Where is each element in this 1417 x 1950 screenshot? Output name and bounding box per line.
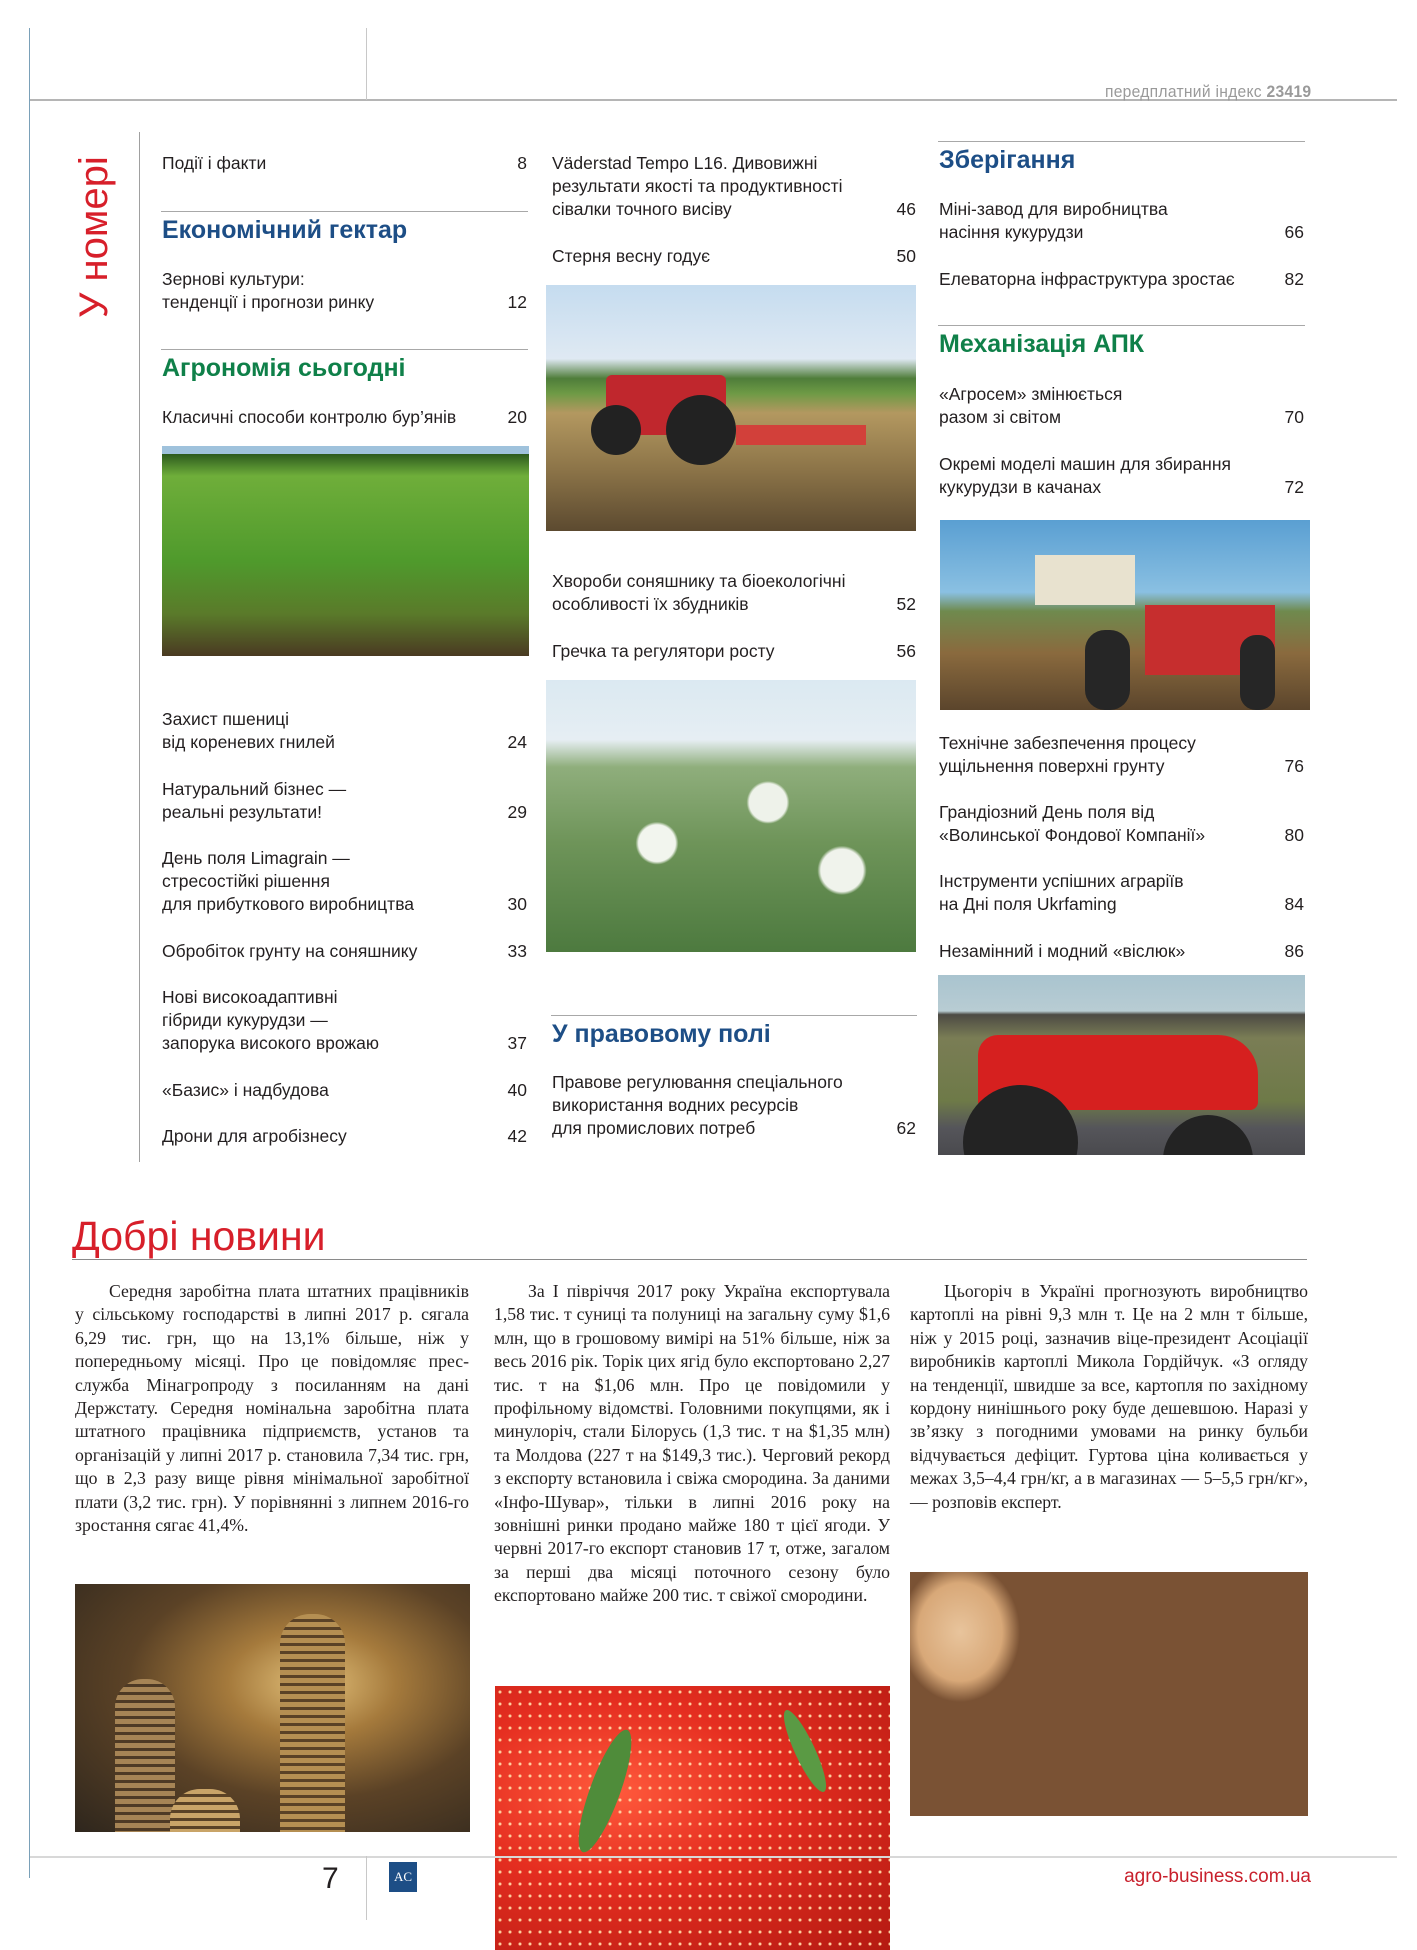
coin-stack: [170, 1789, 240, 1832]
website-link[interactable]: agro-business.com.ua: [1124, 1866, 1311, 1887]
toc-item[interactable]: Хвороби соняшнику та біоекологічні особливості їх збудників 52: [552, 571, 916, 614]
section-title-storage: Зберігання: [939, 146, 1076, 174]
section-divider: [161, 211, 528, 212]
strawberry-leaf: [777, 1706, 833, 1796]
footer-rule: [30, 1856, 1397, 1858]
toc-item[interactable]: «Базис» і надбудова 40: [162, 1080, 527, 1100]
toc-item[interactable]: Правове регулювання спеціального використання водних ресурсів для промислових потреб 62: [552, 1072, 916, 1138]
toc-item[interactable]: Незамінний і модний «віслюк» 86: [939, 941, 1304, 961]
toc-item[interactable]: Події і факти 8: [162, 153, 527, 173]
toc-item[interactable]: Технічне забезпечення процесу ущільнення поверхні грунту 76: [939, 733, 1304, 776]
coin-stack: [115, 1679, 175, 1832]
cultivator: [736, 425, 866, 445]
good-news-title: Добрі новини: [72, 1213, 326, 1259]
page-number: 7: [322, 1862, 339, 1895]
section-title-mechanization: Механізація АПК: [939, 330, 1145, 358]
section-title-legal: У правовому полі: [552, 1020, 771, 1048]
subscription-index: передплатний індекс 23419: [1104, 82, 1311, 101]
section-divider: [938, 325, 1305, 326]
section-divider: [161, 349, 528, 350]
corn-harvester-tractor-photo: [940, 520, 1310, 710]
toc-item[interactable]: Стерня весну годує 50: [552, 246, 916, 266]
toc-item[interactable]: Інструменти успішних аграріїв на Дні поля Ukrfaming 84: [939, 871, 1304, 914]
publisher-logo: AC: [389, 1862, 417, 1892]
coin-stacks-photo: [75, 1584, 470, 1832]
tractor-wheel: [591, 405, 641, 455]
red-tractor-cultivator-photo: [546, 285, 916, 531]
news-rule: [72, 1259, 1307, 1260]
news-article-wages: Середня заробітна плата штатних працівників у сільському господарстві в липні 2017 р. сягала 6,29 тис. грн, що на 13,1% більше, ніж у попередньому місяці. Про це повідомляє прес-служба Мінагропроду з посиланням на дані Держстату. Середня номінальна заробітна плата штатного працівника підприємств, установ та організацій у липні 2017 р. становила 7,34 тис. грн, що в 2,3 разу вище рівня мінімальної заробітної плати (3,2 тис. грн). У порівнянні з липнем 2016-го зростання сягає 41,4%.: [75, 1281, 469, 1536]
news-article-potatoes: Цьогоріч в Україні прогнозують виробництво картоплі на рівні 9,3 млн т. Це на 2 млн т більше, ніж у 2015 році, зазначив віце-президент Асоціації виробників картоплі Микола Гордійчук. «З огляду на тенденції, швидше за все, картопля по західному кордону нинішнього року буде дешевшою. Наразі у зв’язку з погодними умовами на ринку бульби відчувається дефіцит. Гуртова ціна коливається у межах 3,5–4,4 грн/кг, а в магазинах — 5–5,5 грн/кг», — розповів експерт.: [910, 1281, 1308, 1512]
toc-item[interactable]: Окремі моделі машин для збирання кукурудзи в качанах 72: [939, 454, 1304, 497]
left-margin-line: [29, 28, 30, 1878]
news-article-berries: За І півріччя 2017 року Україна експортувала 1,58 тис. т суниці та полуниці на загальну суму $1,6 млн, що в грошовому вимірі на 51% більше, ніж за весь 2016 рік. Торік цих ягід було експортовано 2,27 тис. т на $1,06 млн. Про це повідомили у профільному відомстві. Головними покупцями, як і минулоріч, стали Білорусь (1,3 тис. т на $1,35 млн) та Молдова (227 т на $149,3 тис.). Черговий рекорд з експорту встановила і свіжа смородина. За даними «Інфо-Шувар», тільки в липні 2016 року на зовнішні ринки продано майже 180 т цієї ягоди. У червні 2017-го експорт становив 17 т, отже, загалом за перші два місяці поточного сезону було експортовано майже 200 тис. т свіжої смородини.: [494, 1281, 890, 1606]
toc-item[interactable]: Нові високоадаптивні гібриди кукурудзи — запорука високого врожаю 37: [162, 987, 527, 1053]
in-this-issue-title: У номері: [72, 156, 116, 318]
potatoes-photo: [910, 1572, 1308, 1816]
toc-item[interactable]: Обробіток грунту на соняшнику 33: [162, 941, 527, 961]
toc-item[interactable]: Дрони для агробізнесу 42: [162, 1126, 527, 1146]
toc-item[interactable]: Väderstad Tempo L16. Дивовижні результати якості та продуктивності сівалки точного висіву 46: [552, 153, 916, 219]
subscription-index-number: 23419: [1266, 82, 1311, 101]
toc-item[interactable]: Класичні способи контролю бур’янів 20: [162, 407, 527, 427]
toc-item[interactable]: Елеваторна інфраструктура зростає 82: [939, 269, 1304, 289]
coin-stack: [280, 1614, 345, 1832]
tractor-wheel: [666, 395, 736, 465]
section-title-economic: Економічний гектар: [162, 216, 408, 244]
corn-field-photo: [162, 446, 529, 656]
toc-item[interactable]: Захист пшениці від кореневих гнилей 24: [162, 709, 527, 752]
tractor-wheel: [1240, 635, 1275, 710]
header-divider: [366, 28, 367, 100]
strawberries-photo: [495, 1686, 890, 1950]
tractor-wheel: [1085, 630, 1130, 710]
toc-item[interactable]: «Агросем» змінюється разом зі світом 70: [939, 384, 1304, 427]
toc-item[interactable]: Міні-завод для виробництва насіння кукурудзи 66: [939, 199, 1304, 242]
toc-divider: [139, 132, 140, 1162]
strawberry-leaf: [569, 1725, 642, 1857]
buckwheat-flowers-photo: [546, 680, 916, 952]
hopper: [1035, 555, 1135, 605]
section-divider: [938, 141, 1305, 142]
toc-item[interactable]: Гречка та регулятори росту 56: [552, 641, 916, 661]
toc-item[interactable]: День поля Limagrain — стресостійкі рішення для прибуткового виробництва 30: [162, 848, 527, 914]
red-mini-tractor-photo: [938, 975, 1305, 1155]
toc-item[interactable]: Натуральний бізнес — реальні результати! 29: [162, 779, 527, 822]
tractor-wheel: [1163, 1115, 1253, 1155]
footer-divider: [366, 1856, 367, 1920]
toc-item[interactable]: Зернові культури: тенденції і прогнози ринку 12: [162, 269, 527, 312]
section-divider: [551, 1015, 917, 1016]
section-title-agronomy: Агрономія сьогодні: [162, 354, 406, 382]
toc-item[interactable]: Грандіозний День поля від «Волинської Фондової Компанії» 80: [939, 802, 1304, 845]
